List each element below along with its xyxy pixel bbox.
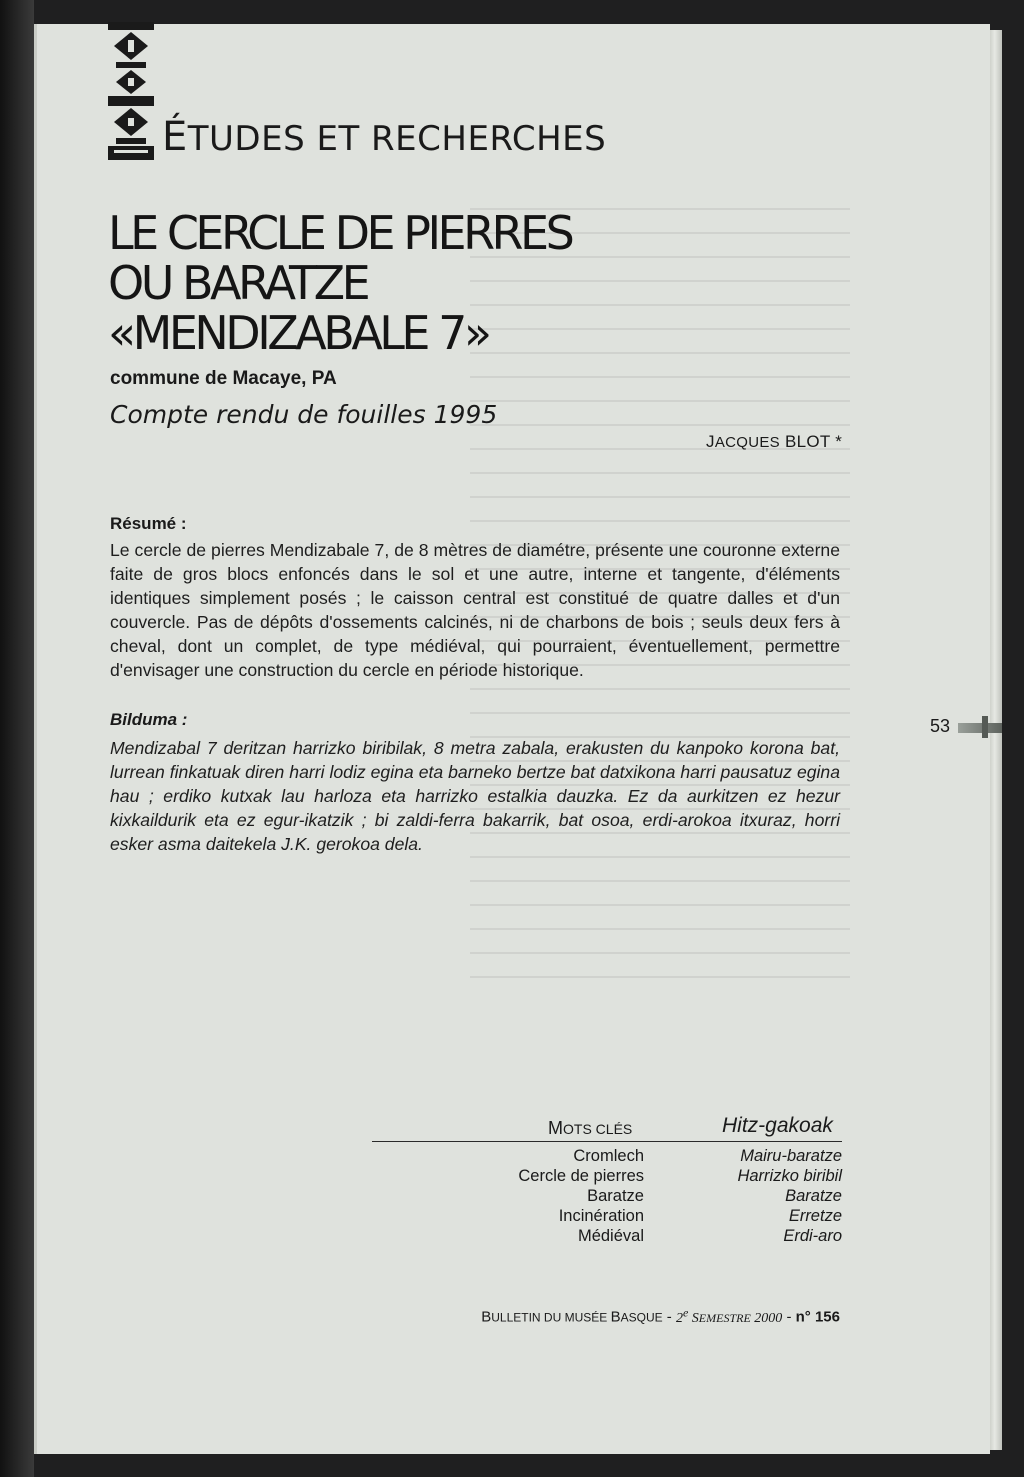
resume-heading: Résumé : — [110, 514, 187, 533]
list-item: Erretze — [788, 1207, 842, 1225]
bilduma-text: Mendizabal 7 deritzan harrizko biribilak, 8 metra zabala, erakusten du kanpoko korona bat, lurrean finkatuak diren harri lodiz egina eta barneko bertze bat datxikona harri pausatuz egina hau ; erdiko kutxak lau harloza eta harrizko estalkia dauzka. Ez da aurkitzen ez hezur kixkaildurik eta ez egur-ikatzik ; bi zaldi-ferra bakarrik, bat osoa, erdi-arokoa itxuraz, horri esker asma daitekela J.K. gerokoa dela. — [110, 738, 840, 854]
thumb-tab-marker — [958, 723, 1002, 733]
section-title: ÉTUDES ET RECHERCHES — [162, 114, 607, 160]
list-item: Mairu-baratze — [740, 1147, 842, 1165]
title-line: «MENDIZABALE 7» — [108, 306, 489, 360]
list-item: Erdi-aro — [783, 1227, 842, 1245]
page-edge — [990, 30, 1002, 1450]
keywords-divider — [372, 1141, 842, 1142]
bilduma-heading: Bilduma : — [110, 710, 188, 729]
keywords-eu-heading: Hitz-gakoak — [722, 1114, 833, 1137]
book-spine-shadow — [0, 0, 34, 1477]
keywords-eu-list — [680, 1146, 842, 1246]
title-line: LE CERCLE DE PIERRES — [108, 206, 572, 260]
keywords-fr-list — [480, 1146, 644, 1246]
list-item: Cercle de pierres — [518, 1167, 644, 1185]
basque-ornament-icon — [108, 22, 154, 160]
title-line: OU BARATZE — [108, 256, 368, 310]
page-number: 53 — [930, 716, 951, 736]
resume-text: Le cercle de pierres Mendizabale 7, de 8 mètres de diamétre, présente une couronne externe faite de gros blocs enfoncés dans le sol et une autre, interne et tangente, d'éléments identiques simplement posés ; le caisson central est constitué de quatre dalles et d'un couvercle. Pas de dépôts d'ossements calcinés, ni de charbons de bois ; seuls deux fers à cheval, dont un complet, de type médiéval, qui pourraient, éventuellement, permettre d'envisager une construction du cercle en période historique. — [110, 540, 840, 680]
list-item: Incinération — [558, 1207, 644, 1225]
journal-footer: BULLETIN DU MUSÉE BASQUE - 2e SEMESTRE 2000 - n° 156 — [481, 1305, 840, 1326]
list-item: Baratze — [785, 1187, 842, 1205]
list-item: Baratze — [587, 1187, 644, 1205]
commune-line: commune de Macaye, PA — [110, 368, 337, 389]
article-subtitle: Compte rendu de fouilles 1995 — [110, 400, 498, 429]
article-title — [108, 208, 571, 358]
list-item: Médiéval — [577, 1227, 644, 1245]
thumb-tab-notch — [982, 716, 988, 738]
author: JACQUES BLOT * — [706, 432, 843, 451]
keywords-fr-heading: MOTS CLÉS — [548, 1118, 633, 1138]
list-item: Cromlech — [573, 1147, 644, 1165]
list-item: Harrizko biribil — [737, 1167, 842, 1185]
